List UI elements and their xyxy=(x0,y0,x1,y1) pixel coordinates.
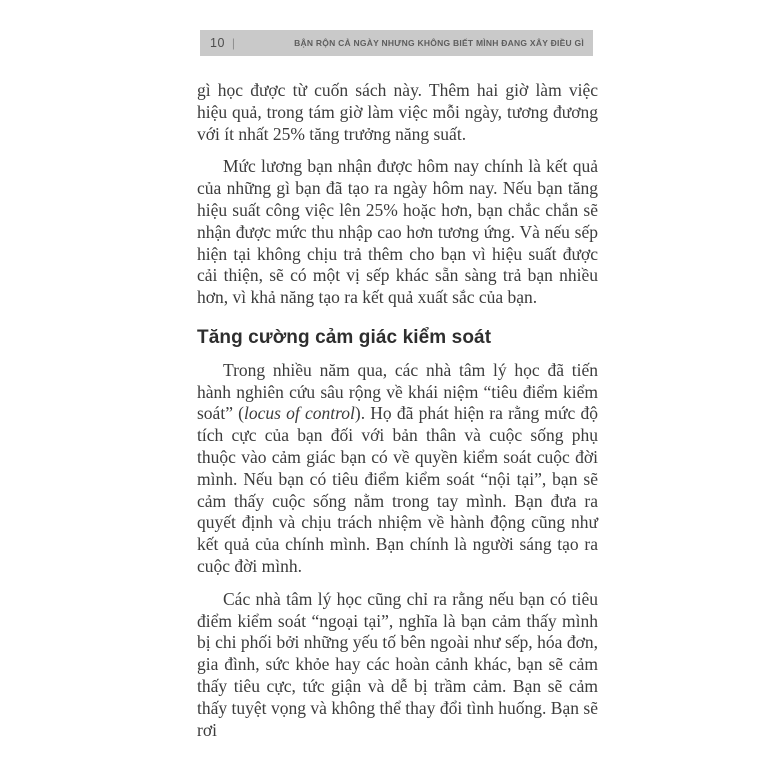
italic-phrase: locus of control xyxy=(244,403,355,424)
paragraph-continuation: gì học được từ cuốn sách này. Thêm hai giờ làm việc hiệu quả, trong tám giờ làm việc mỗi ngày, tương đương với ít nhất 25% tăng trưởng năng suất. xyxy=(197,80,598,144)
paragraph-text-before-italic: Trong nhiều năm qua, các nhà tâm lý học đã tiến hành nghiên cứu sâu rộng về khái niệm “tiêu điểm kiểm soát” ( xyxy=(197,359,598,424)
paragraph: Mức lương bạn nhận được hôm nay chính là kết quả của những gì bạn đã tạo ra ngày hôm nay. Nếu bạn tăng hiệu suất công việc lên 25% hoặc hơn, bạn chắc chắn sẽ nhận được mức thu nhập cao hơn tương ứng. Và nếu sếp hiện tại không chịu trả thêm cho bạn vì hiệu suất được cải thiện, sẽ có một vị sếp khác sẵn sàng trả bạn nhiều hơn, vì khả năng tạo ra kết quả xuất sắc của bạn. xyxy=(197,156,598,308)
paragraph xyxy=(197,360,598,578)
paragraph: Các nhà tâm lý học cũng chỉ ra rằng nếu bạn có tiêu điểm kiểm soát “ngoại tại”, nghĩa là bạn cảm thấy mình bị chi phối bởi những yếu tố bên ngoài như sếp, hóa đơn, gia đình, sức khỏe hay các hoàn cảnh khác, bạn sẽ cảm thấy tiêu cực, tức giận và dễ bị trầm cảm. Bạn sẽ cảm thấy tuyệt vọng và không thể thay đổi tình huống. Bạn sẽ rơi xyxy=(197,588,598,740)
body-text-block xyxy=(197,80,598,752)
section-heading: Tăng cường cảm giác kiểm soát xyxy=(197,326,492,348)
paragraph-text-after-italic: ). Họ đã phát hiện ra rằng mức độ tích cực của bạn đối với bản thân và cuộc sống phụ thuộc vào cảm giác bạn có về quyền kiểm soát cuộc đời mình. Nếu bạn có tiêu điểm kiểm soát “nội tại”, bạn sẽ cảm thấy cuộc sống nằm trong tay mình. Bạn đưa ra quyết định và chịu trách nhiệm về hành động cũng như kết quả của chính mình. Bạn chính là người sáng tạo ra cuộc đời mình. xyxy=(197,403,598,576)
running-title: BẬN RỘN CẢ NGÀY NHƯNG KHÔNG BIẾT MÌNH ĐANG XÂY ĐIỀU GÌ xyxy=(294,38,584,48)
page-number-group xyxy=(210,36,235,50)
header-separator: | xyxy=(231,36,236,50)
page-number: 10 xyxy=(210,36,225,50)
page-header xyxy=(200,30,593,56)
